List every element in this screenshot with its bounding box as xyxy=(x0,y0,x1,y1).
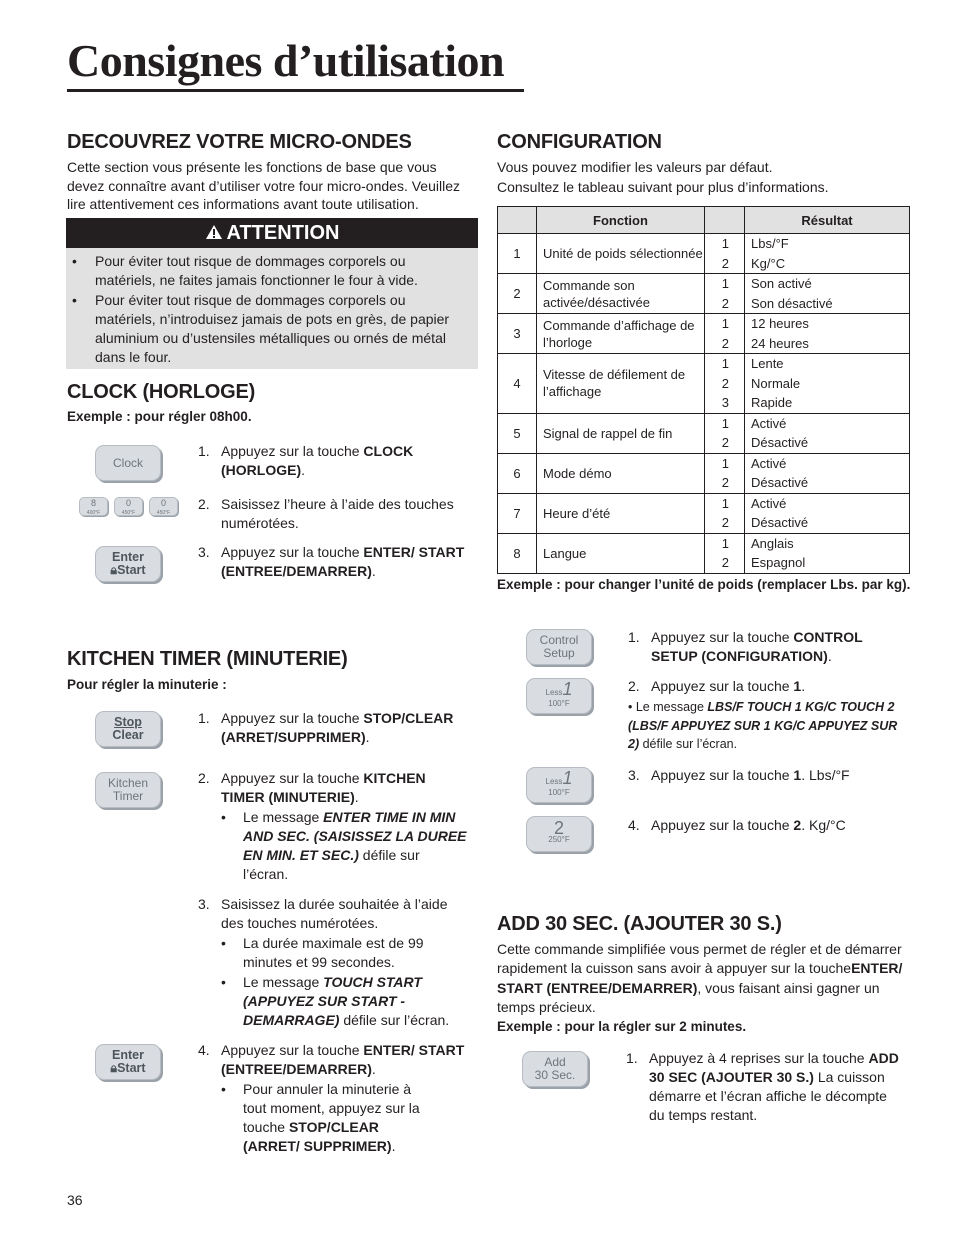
row-codes xyxy=(705,453,745,493)
step-text: Appuyez sur la touche xyxy=(221,710,364,726)
step-key: ENTER/ START (ENTREE/DEMARRER) xyxy=(221,1042,465,1077)
start-key-label: Start xyxy=(117,563,146,577)
step-key: ENTER/ START (ENTREE/DEMARRER) xyxy=(221,544,465,579)
step-text: Appuyez sur la touche xyxy=(221,544,364,560)
row-number: 6 xyxy=(498,453,537,493)
code-value: 2 xyxy=(721,555,729,570)
table-row xyxy=(498,354,910,414)
step-text: Appuyez sur la touche xyxy=(221,770,364,786)
result-value: Activé xyxy=(751,495,787,511)
add30-heading: ADD 30 SEC. (AJOUTER 30 S.) xyxy=(497,913,782,935)
code-value: 2 xyxy=(721,475,729,490)
add30-example: Exemple : pour la régler sur 2 minutes. xyxy=(497,1019,747,1034)
timer-step-2-note xyxy=(221,808,468,884)
note-text: Pour annuler la minuterie à tout moment, appuyez sur la touche xyxy=(243,1081,420,1135)
result-value: Son activé xyxy=(751,276,812,291)
clock-heading: CLOCK (HORLOGE) xyxy=(67,381,256,403)
step-text: Appuyez sur la touche xyxy=(651,629,794,645)
clock-key[interactable] xyxy=(95,445,161,481)
step-text: Saisissez l’heure à l’aide des touches numérotées. xyxy=(221,496,454,531)
config-intro-2: Consultez le tableau suivant pour plus d’informations. xyxy=(497,179,829,195)
setup-key-label: Setup xyxy=(543,646,575,660)
result-value: Anglais xyxy=(751,535,794,551)
row-codes xyxy=(705,493,745,533)
enter-start-key[interactable] xyxy=(95,1044,161,1080)
start-key-label: Start xyxy=(117,1061,146,1075)
enter-start-key[interactable] xyxy=(95,546,161,582)
decouvrez-intro-3: lire attentivement ces informations avant toute utilisation. xyxy=(67,196,419,212)
header-codes xyxy=(705,207,745,234)
kitchen-timer-key[interactable] xyxy=(95,772,161,808)
row-number: 3 xyxy=(498,314,537,354)
row-function: Signal de rappel de fin xyxy=(537,413,705,453)
attention-item: • Pour éviter tout risque de dommages corporels ou matériels, n’introduisez jamais de pots en grès, de papier aluminium ou d’ustensiles métalliques ou ornés de métal dans le four. xyxy=(66,291,478,367)
intro-text: , vous faisant ainsi gagner un temps précieux. xyxy=(497,979,880,1015)
intro-key: ENTER/ START (ENTREE/DEMARRER) xyxy=(497,960,903,996)
less-label: Less xyxy=(545,776,563,786)
row-results xyxy=(745,354,910,414)
digit-sub: 450°F xyxy=(156,510,171,516)
table-row xyxy=(498,234,910,274)
step-text: Appuyez sur la touche xyxy=(651,678,794,694)
code-value: 1 xyxy=(721,455,729,471)
digit-label: 0 xyxy=(160,498,166,508)
display-message: LBS/F TOUCH 1 KG/C TOUCH 2 (LBS/F APPUYEZ SUR 1 KG/C APPUYEZ SUR 2) xyxy=(628,700,898,751)
result-value: Rapide xyxy=(751,395,793,410)
row-results xyxy=(745,314,910,354)
step-text: Appuyez sur la touche xyxy=(221,1042,364,1058)
temp-label: 100°F xyxy=(548,787,570,797)
config-intro-1: Vous pouvez modifier les valeurs par défaut. xyxy=(497,159,773,175)
row-function: Commande son activée/désactivée xyxy=(537,274,705,314)
code-value: 2 xyxy=(721,375,729,391)
row-results xyxy=(745,274,910,314)
code-value: 1 xyxy=(721,316,729,331)
title-rule xyxy=(67,89,524,92)
kitchen-key-label: Kitchen xyxy=(107,776,149,790)
timer-heading: KITCHEN TIMER (MINUTERIE) xyxy=(67,648,348,670)
result-value: Son désactivé xyxy=(751,295,833,311)
config-example: Exemple : pour changer l’unité de poids (remplacer Lbs. par kg). xyxy=(497,577,911,592)
result-value: Activé xyxy=(751,415,787,431)
config-table xyxy=(497,206,910,574)
config-heading: CONFIGURATION xyxy=(497,131,662,153)
page-number: 36 xyxy=(67,1192,83,1208)
row-results xyxy=(745,493,910,533)
row-results xyxy=(745,413,910,453)
result-value: Lbs/°F xyxy=(751,236,789,251)
digit-label: 0 xyxy=(125,498,131,508)
step-key: STOP/CLEAR (ARRET/ SUPPRIMER) xyxy=(243,1119,392,1154)
step-key: KITCHEN TIMER (MINUTERIE) xyxy=(221,770,426,805)
control-key-label: Control xyxy=(539,633,579,647)
code-value: 1 xyxy=(721,356,729,371)
step-key: CONTROL SETUP (CONFIGURATION) xyxy=(651,629,863,664)
digit-sub: 450°F xyxy=(121,510,136,516)
lock-icon: 🔒︎ xyxy=(110,1061,118,1075)
config-step-2-note xyxy=(628,698,898,754)
clock-example: Exemple : pour régler 08h00. xyxy=(67,409,252,424)
code-value: 1 xyxy=(721,276,729,291)
attention-header xyxy=(66,218,478,248)
result-value: Désactivé xyxy=(751,435,809,450)
decouvrez-intro-1: Cette section vous présente les fonctions de base que vous xyxy=(67,159,437,175)
digit-label: 8 xyxy=(90,498,96,508)
stop-key-label: Stop xyxy=(114,715,142,729)
add-key-label: Add xyxy=(544,1055,566,1069)
step-text: Appuyez sur la touche xyxy=(651,767,794,783)
step-text: La cuisson démarre et l’écran affiche le décompte du temps restant. xyxy=(649,1069,887,1123)
header-num xyxy=(498,207,537,234)
display-message: ENTER TIME IN MIN AND SEC. (SAISISSEZ LA DUREE EN MIN. ET SEC.) xyxy=(243,809,467,863)
step-key: STOP/CLEAR (ARRET/SUPPRIMER) xyxy=(221,710,454,745)
row-function: Vitesse de défilement de l’affichage xyxy=(537,354,705,414)
result-value: 12 heures xyxy=(751,316,809,331)
header-function: Fonction xyxy=(537,207,705,234)
step-key: 1 xyxy=(793,678,802,694)
decouvrez-heading: DECOUVREZ VOTRE MICRO-ONDES xyxy=(67,131,412,153)
row-results xyxy=(745,453,910,493)
row-number: 4 xyxy=(498,354,537,414)
row-number: 5 xyxy=(498,413,537,453)
step-text: Appuyez sur la touche xyxy=(221,443,364,459)
code-value: 1 xyxy=(721,495,729,511)
warning-icon xyxy=(205,224,223,240)
control-setup-key[interactable] xyxy=(526,629,592,665)
code-value: 2 xyxy=(721,255,729,271)
code-value: 1 xyxy=(721,535,729,551)
temp-label: 100°F xyxy=(548,698,570,708)
timer-key-label: Timer xyxy=(112,789,144,803)
row-codes xyxy=(705,234,745,274)
digit-label: 2 xyxy=(553,818,564,838)
note-text: Le message xyxy=(243,809,324,825)
attention-box xyxy=(66,218,478,369)
timer-step-3-note-2 xyxy=(221,973,468,1030)
add30-intro xyxy=(497,940,907,1017)
attention-label: ATTENTION xyxy=(226,222,340,244)
step-key: 2 xyxy=(793,817,802,833)
intro-text: Cette commande simplifiée vous permet de régler et de démarrer rapidement la cuisson sans avoir à appuyer sur la touche xyxy=(497,941,902,977)
clock-key-label: Clock xyxy=(112,455,143,470)
page-title: Consignes d’utilisation xyxy=(67,35,505,86)
table-header-row xyxy=(498,207,910,234)
step-text: Saisissez la durée souhaitée à l’aide des touches numérotées. xyxy=(221,896,448,931)
table-row xyxy=(498,533,910,573)
row-number: 7 xyxy=(498,493,537,533)
result-value: Activé xyxy=(751,455,787,471)
digit-sub: 400°F xyxy=(86,510,101,516)
digit-label: 1 xyxy=(562,767,573,788)
row-number: 8 xyxy=(498,533,537,573)
result-value: Désactivé xyxy=(751,475,809,490)
decouvrez-intro-2: devez connaître avant d’utiliser votre four micro-ondes. Veuillez xyxy=(67,178,460,194)
row-codes xyxy=(705,274,745,314)
timer-step-4-note: • Pour annuler la minuterie à tout moment, appuyez sur la touche STOP/CLEAR (ARRET/ SUPPRIMER). xyxy=(221,1080,433,1156)
30sec-key-label: 30 Sec. xyxy=(534,1068,576,1082)
code-value: 1 xyxy=(721,236,729,251)
row-function: Mode démo xyxy=(537,453,705,493)
table-row xyxy=(498,493,910,533)
digit-key[interactable] xyxy=(114,497,143,516)
stop-clear-key[interactable] xyxy=(95,711,161,747)
digit-2-key[interactable] xyxy=(526,816,592,852)
step-text: . Kg/°C xyxy=(801,817,846,833)
digit-key[interactable] xyxy=(149,497,178,516)
digit-1-key[interactable] xyxy=(526,767,592,803)
display-message: TOUCH START (APPUYEZ SUR START - DEMARRAGE) xyxy=(243,974,422,1028)
step-key: CLOCK (HORLOGE) xyxy=(221,443,414,478)
result-value: Normale xyxy=(751,375,801,391)
step-text: Appuyez sur la touche xyxy=(651,817,794,833)
table-row xyxy=(498,413,910,453)
code-value: 2 xyxy=(721,435,729,450)
row-codes xyxy=(705,314,745,354)
timer-sub: Pour régler la minuterie : xyxy=(67,677,227,692)
note-text: défile sur l’écran. xyxy=(639,737,738,751)
step-key: ADD 30 SEC (AJOUTER 30 S.) xyxy=(649,1050,899,1085)
enter-key-label: Enter xyxy=(112,1048,144,1062)
note-text: défile sur l’écran. xyxy=(339,1012,450,1028)
digit-label: 1 xyxy=(562,678,573,699)
row-function: Commande d’affichage de l’horloge xyxy=(537,314,705,354)
table-row xyxy=(498,274,910,314)
step-key: 1 xyxy=(793,767,802,783)
result-value: Lente xyxy=(751,356,784,371)
result-value: Désactivé xyxy=(751,515,809,530)
lock-icon: 🔒︎ xyxy=(110,563,118,577)
header-result: Résultat xyxy=(745,207,910,234)
note-text: défile sur l’écran. xyxy=(243,847,420,882)
row-function: Langue xyxy=(537,533,705,573)
attention-item: • Pour éviter tout risque de dommages corporels ou matériels, ne faites jamais fonctionner le four à vide. xyxy=(66,252,478,290)
less-label: Less xyxy=(545,687,563,697)
row-codes xyxy=(705,354,745,414)
result-value: 24 heures xyxy=(751,335,809,351)
code-value: 2 xyxy=(721,335,729,351)
row-function: Unité de poids sélectionnée xyxy=(537,234,705,274)
row-results xyxy=(745,533,910,573)
table-row xyxy=(498,453,910,493)
step-text: . Lbs/°F xyxy=(801,767,850,783)
code-value: 1 xyxy=(721,415,729,431)
digit-key[interactable] xyxy=(79,497,108,516)
result-value: Kg/°C xyxy=(751,255,786,271)
row-function: Heure d’été xyxy=(537,493,705,533)
enter-key-label: Enter xyxy=(112,550,144,564)
code-value: 2 xyxy=(721,295,729,311)
add-30-sec-key[interactable] xyxy=(522,1051,588,1087)
row-number: 2 xyxy=(498,274,537,314)
code-value: 2 xyxy=(721,515,729,530)
table-row xyxy=(498,314,910,354)
row-number: 1 xyxy=(498,234,537,274)
note-text: Le message xyxy=(243,974,324,990)
attention-list xyxy=(66,252,478,368)
timer-step-3-note-1: • La durée maximale est de 99 minutes et 99 secondes. xyxy=(221,934,468,972)
config-table-body xyxy=(498,234,910,574)
note-text: • Le message xyxy=(628,700,708,714)
digit-1-key[interactable] xyxy=(526,678,592,714)
step-text: Appuyez à 4 reprises sur la touche xyxy=(649,1050,869,1066)
row-codes xyxy=(705,533,745,573)
row-codes xyxy=(705,413,745,453)
temp-label: 250°F xyxy=(548,835,570,844)
row-results xyxy=(745,234,910,274)
clear-key-label: Clear xyxy=(112,728,144,742)
result-value: Espagnol xyxy=(751,555,806,570)
code-value: 3 xyxy=(721,395,729,410)
